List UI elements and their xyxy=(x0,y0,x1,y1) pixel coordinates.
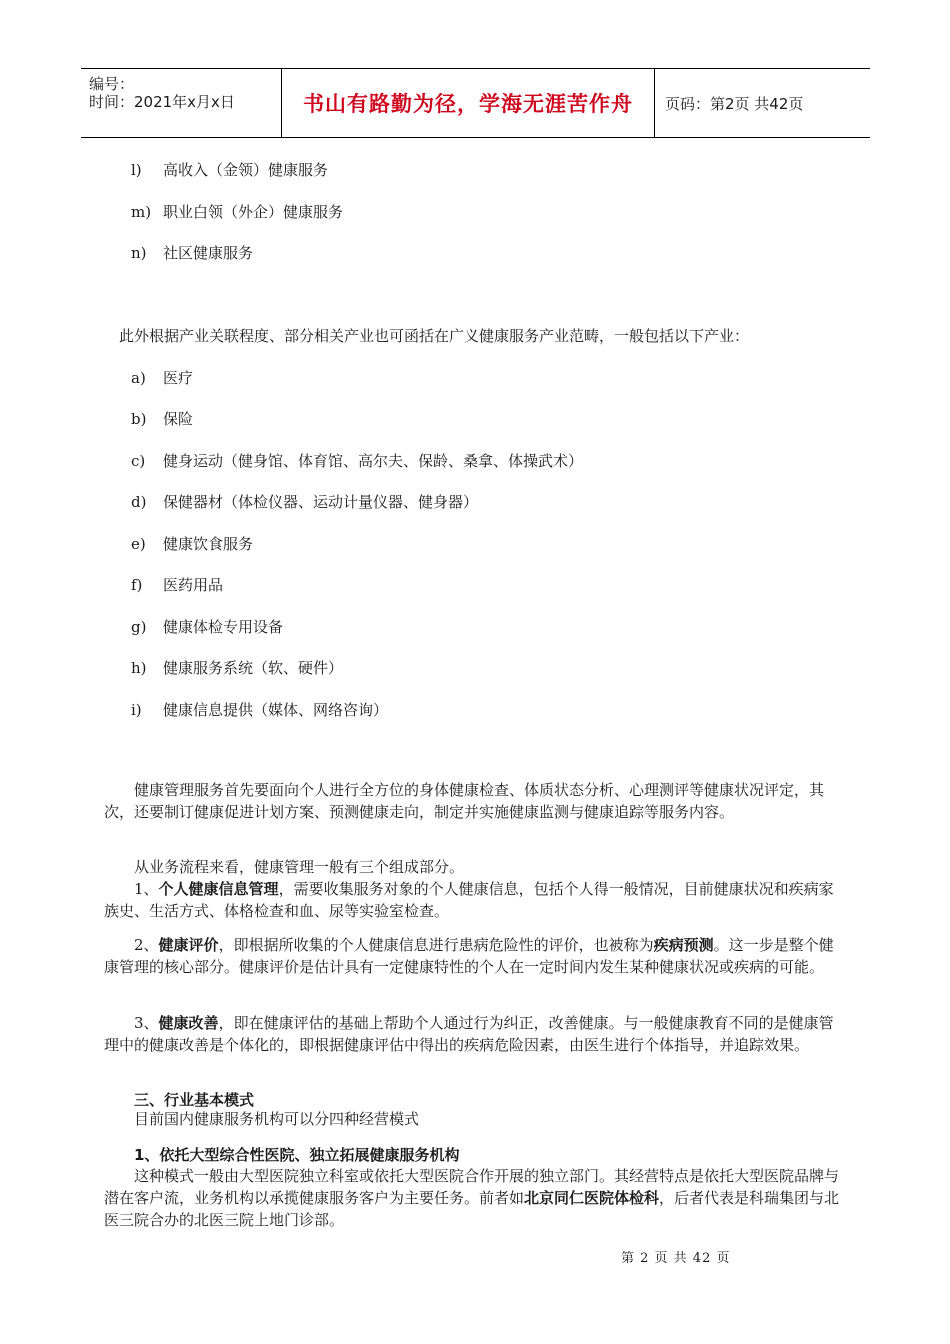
paragraph-text: ，即在健康评估的基础上帮助个人通过行为纠正，改善健康。与一般健康教育不同的是健康管理中的健康改善是个体化的，即根据健康评估中得出的疾病危险因素，由医生进行个体指导，并追踪效果。 xyxy=(104,1014,834,1054)
list-item xyxy=(131,159,328,180)
list-text: 社区健康服务 xyxy=(163,244,254,262)
section-title: 三、行业基本模式 xyxy=(134,1091,255,1109)
list-text: 健康饮食服务 xyxy=(163,535,254,553)
list-marker: e) xyxy=(131,535,146,553)
list-item xyxy=(131,657,343,678)
intro-paragraph: 此外根据产业关联程度、部分相关产业也可函括在广义健康服务产业范畴，一般包括以下产业： xyxy=(119,327,750,345)
paragraph-model-one xyxy=(104,1165,844,1231)
paragraph-workflow: 从业务流程来看，健康管理一般有三个组成部分。 xyxy=(134,858,465,876)
list-marker: b) xyxy=(131,410,147,428)
paragraph-text: ，后者代表是科瑞集团与北医三院合办的北医三院上地门诊部。 xyxy=(104,1189,840,1229)
item-number: 2、 xyxy=(134,936,159,954)
page-footer: 第 2 页 共 42 页 xyxy=(621,1251,731,1266)
bold-term: 疾病预测 xyxy=(653,936,714,954)
list-item xyxy=(131,491,478,512)
list-marker: d) xyxy=(131,493,147,511)
page-header xyxy=(81,68,870,138)
list-item xyxy=(131,699,388,720)
paragraph-text: 这种模式一般由大型医院独立科室或依托大型医院合作开展的独立部门。其经营特点是依托大型医院品牌与潜在客户流，业务机构以承揽健康服务客户为主要任务。前者如 xyxy=(104,1167,840,1207)
number-label: 编号： xyxy=(89,75,135,93)
list-text: 医疗 xyxy=(163,369,194,387)
bold-term: 健康改善 xyxy=(158,1014,219,1032)
list-item xyxy=(131,367,193,388)
header-page-code: 页码：第2页 共42页 xyxy=(665,94,804,113)
header-meta-cell xyxy=(81,69,282,137)
paragraph-info-management xyxy=(104,878,844,922)
bold-term: 个人健康信息管理 xyxy=(158,880,279,898)
list-text: 职业白领（外企）健康服务 xyxy=(163,203,344,221)
model-title: 1、依托大型综合性医院、独立拓展健康服务机构 xyxy=(134,1146,460,1164)
list-marker: f) xyxy=(131,576,143,594)
list-item xyxy=(131,574,223,595)
list-marker: g) xyxy=(131,618,147,636)
list-text: 医药用品 xyxy=(163,576,224,594)
list-marker: c) xyxy=(131,452,146,470)
list-item xyxy=(131,533,253,554)
list-marker: h) xyxy=(131,659,147,677)
item-number: 3、 xyxy=(134,1014,159,1032)
list-item xyxy=(131,408,193,429)
paragraph-text: ，需要收集服务对象的个人健康信息，包括个人得一般情况，目前健康状况和疾病家族史、生活方式、体格检查和血、尿等实验室检查。 xyxy=(104,880,834,920)
paragraph-text: 。这一步是整个健康管理的核心部分。健康评价是估计具有一定健康特性的个人在一定时间内发生某种健康状况或疾病的可能。 xyxy=(104,936,834,976)
list-marker: i) xyxy=(131,701,142,719)
list-text: 健康体检专用设备 xyxy=(163,618,284,636)
list-item xyxy=(131,242,253,263)
list-marker: n) xyxy=(131,244,147,262)
list-item xyxy=(131,616,283,637)
list-text: 健康服务系统（软、硬件） xyxy=(163,659,344,677)
section-intro: 目前国内健康服务机构可以分四种经营模式 xyxy=(134,1110,420,1128)
list-item xyxy=(131,201,343,222)
list-marker: m) xyxy=(131,203,152,221)
paragraph-improvement xyxy=(104,1012,844,1056)
header-motto: 书山有路勤为径，学海无涯苦作舟 xyxy=(282,69,655,137)
paragraph-evaluation xyxy=(104,934,844,978)
list-text: 保健器材（体检仪器、运动计量仪器、健身器） xyxy=(163,493,479,511)
list-marker: a) xyxy=(131,369,146,387)
list-marker: l) xyxy=(131,161,142,179)
paragraph-health-management: 健康管理服务首先要面向个人进行全方位的身体健康检查、体质状态分析、心理测评等健康状况评定，其次，还要制订健康促进计划方案、预测健康走向，制定并实施健康监测与健康追踪等服务内容。 xyxy=(104,781,825,821)
bold-term: 北京同仁医院体检科 xyxy=(524,1189,660,1207)
list-item xyxy=(131,450,583,471)
time-label: 时间：2021年x月x日 xyxy=(89,93,235,111)
list-text: 高收入（金领）健康服务 xyxy=(163,161,329,179)
list-text: 健康信息提供（媒体、网络咨询） xyxy=(163,701,389,719)
list-text: 健身运动（健身馆、体育馆、高尔夫、保龄、桑拿、体操武术） xyxy=(163,452,584,470)
list-text: 保险 xyxy=(163,410,194,428)
item-number: 1、 xyxy=(134,880,159,898)
paragraph-text: ，即根据所收集的个人健康信息进行患病危险性的评价，也被称为 xyxy=(218,936,654,954)
bold-term: 健康评价 xyxy=(158,936,219,954)
